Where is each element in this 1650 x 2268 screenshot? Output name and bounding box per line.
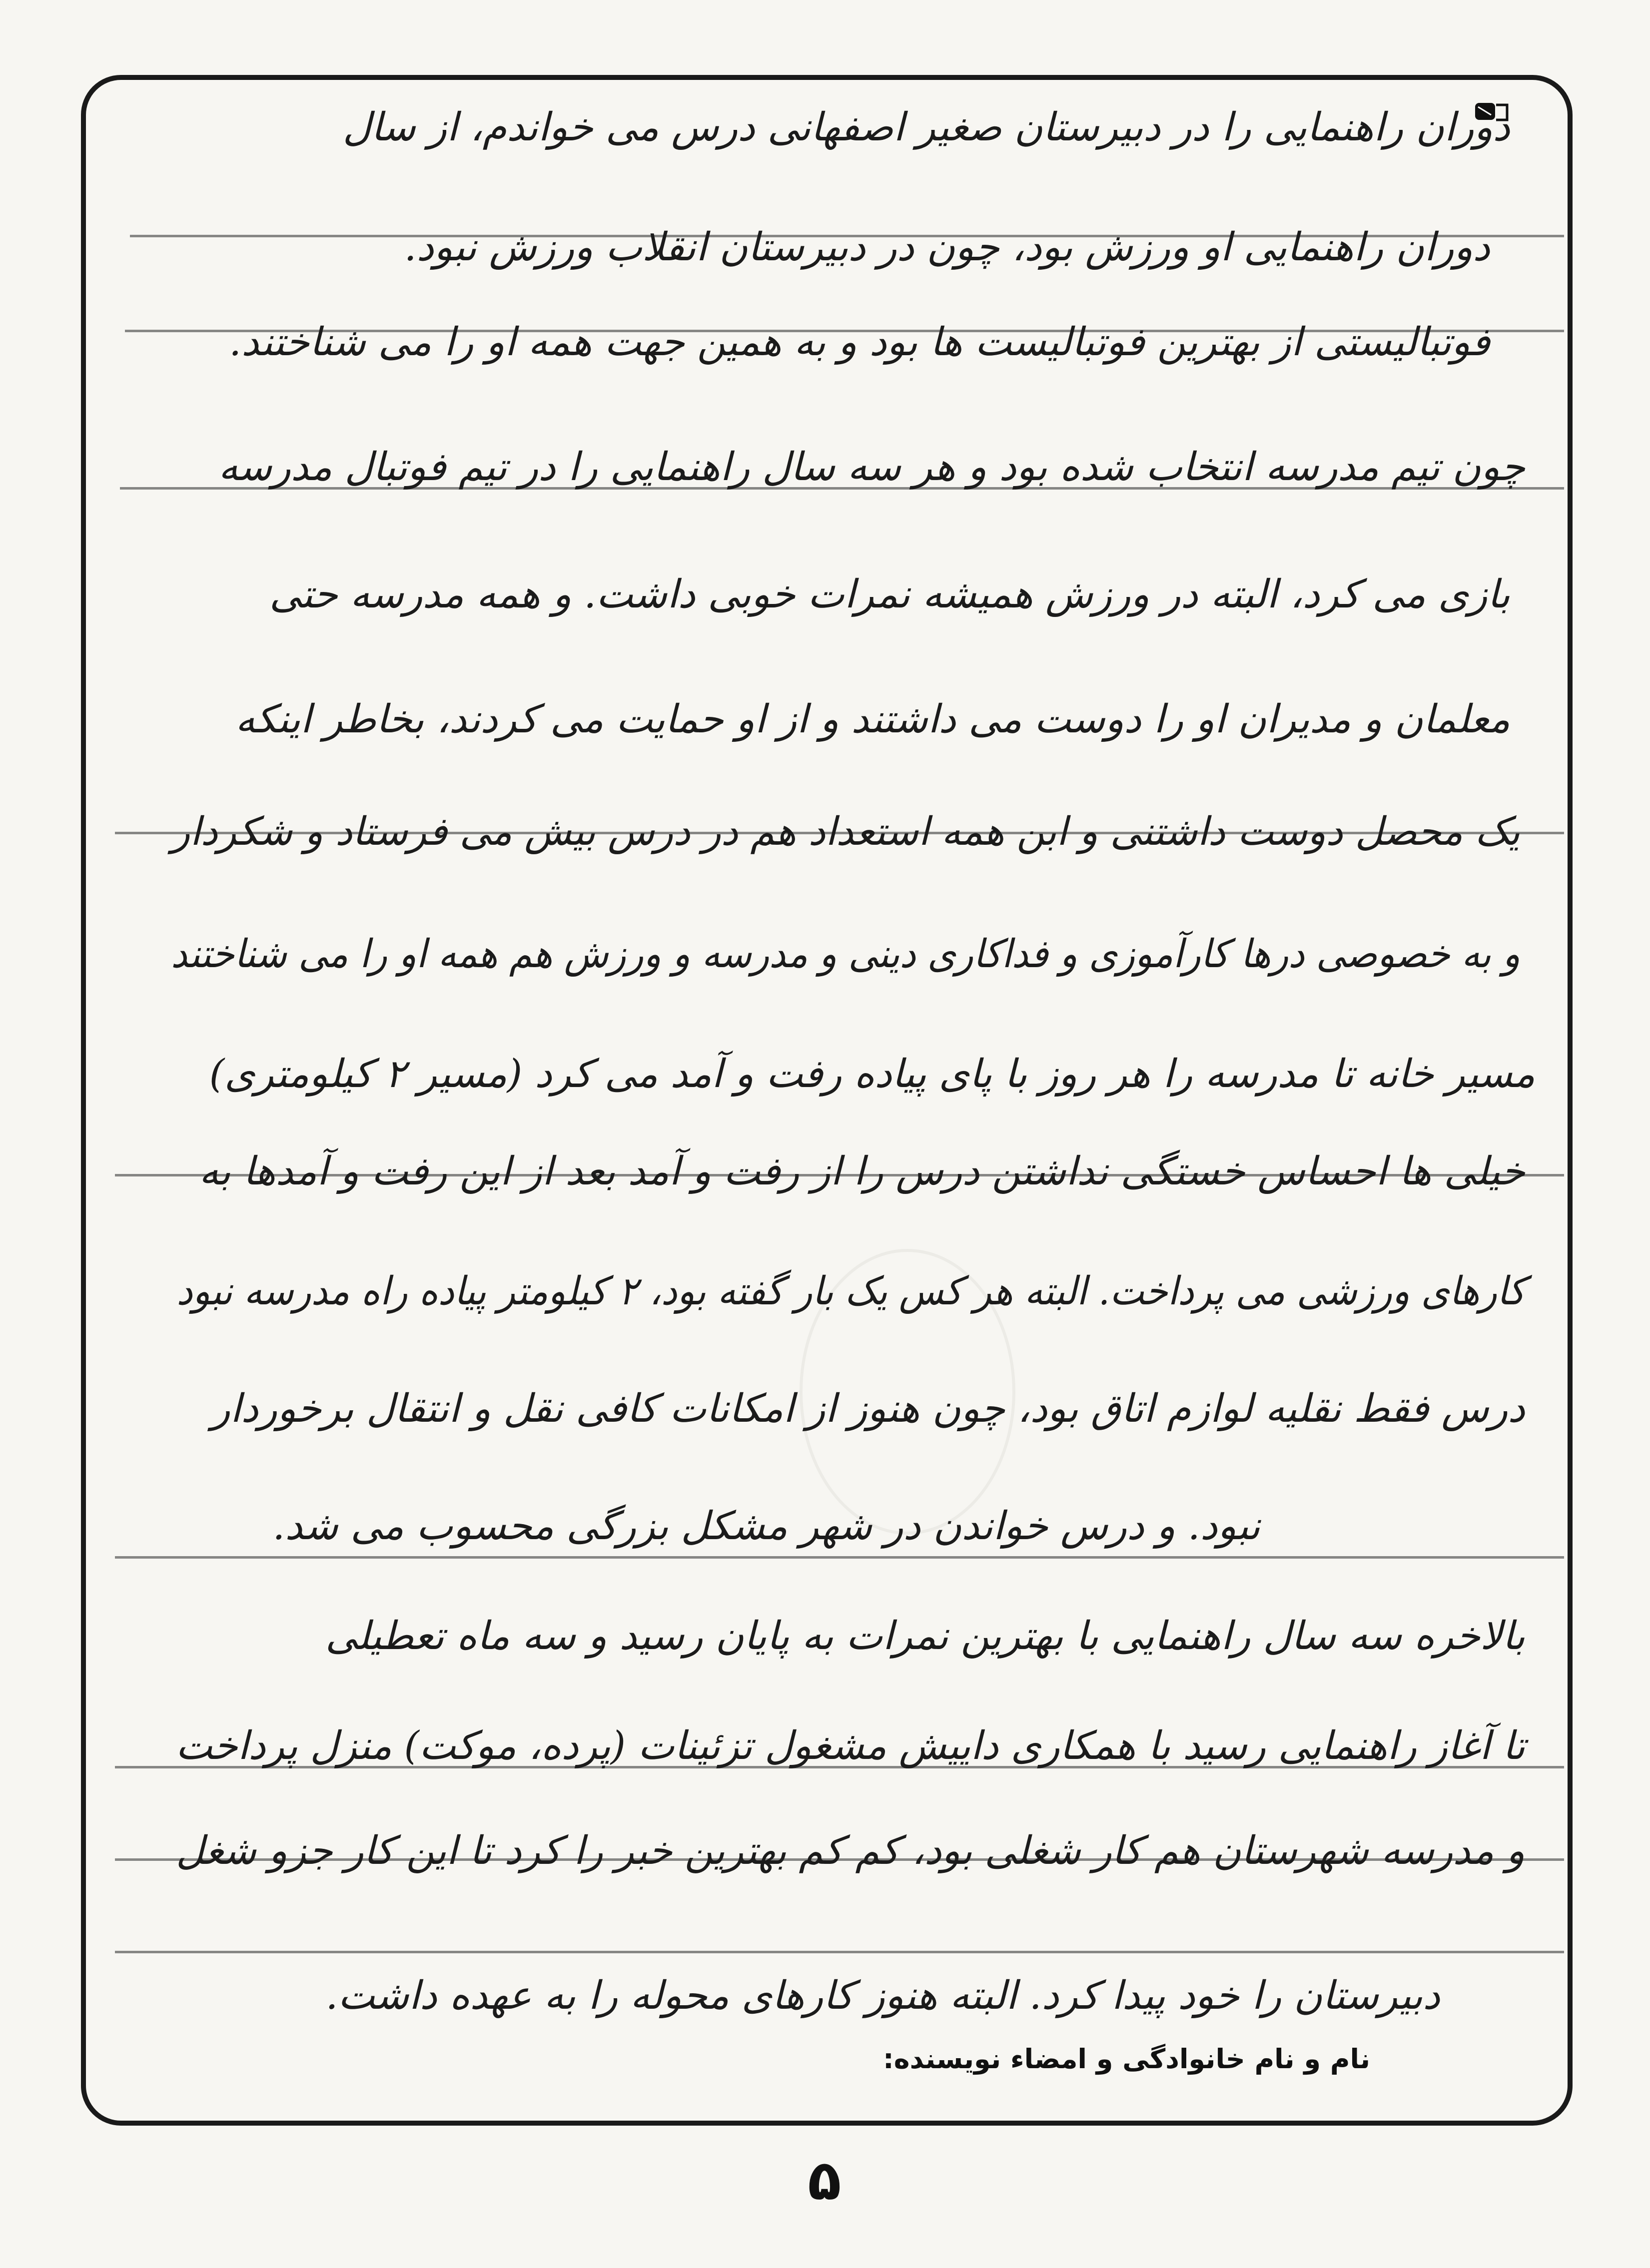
ruled-line <box>115 1556 1564 1559</box>
page-number: ۵ <box>808 2148 841 2212</box>
handwritten-line: و به خصوصی درها کارآموزی و فداکاری دینی و مدرسه و ورزش هم همه او را می شناختند <box>170 932 1520 977</box>
ruled-line <box>115 1951 1564 1953</box>
handwritten-line: چون تیم مدرسه انتخاب شده بود و هر سه سال راهنمایی را در تیم فوتبال مدرسه <box>218 445 1525 490</box>
handwritten-line: دبیرستان را خود پیدا کرد. البته هنوز کارهای محوله را به عهده داشت. <box>325 1973 1440 2018</box>
handwritten-line: نبود. و درس خواندن در شهر مشکل بزرگی محسوب می شد. <box>272 1504 1260 1549</box>
handwritten-line: یک محصل دوست داشتنی و ابن همه استعداد هم در درس بیش می فرستاد و شکردار <box>171 809 1520 854</box>
author-signature-label: نام و نام خانوادگی و امضاء نویسنده: <box>883 2043 1370 2075</box>
handwritten-line: مسیر خانه تا مدرسه را هر روز با پای پیاده رفت و آمد می کرد (مسیر ۲ کیلومتری) <box>209 1052 1535 1097</box>
handwritten-line: فوتبالیستی از بهترین فوتبالیست ها بود و به همین جهت همه او را می شناختند. <box>229 320 1490 365</box>
handwritten-line: معلمان و مدیران او را دوست می داشتند و از او حمایت می کردند، بخاطر اینکه <box>235 697 1510 742</box>
handwritten-line: تا آغاز راهنمایی رسید با همکاری داییش مشغول تزئینات (پرده، موکت) منزل پرداخت <box>175 1723 1525 1768</box>
handwritten-line: بالاخره سه سال راهنمایی با بهترین نمرات به پایان رسید و سه ماه تعطیلی <box>325 1614 1525 1659</box>
handwritten-line: درس فقط نقلیه لوازم اتاق بود، چون هنوز از امکانات کافی نقل و انتقال برخوردار <box>211 1386 1525 1431</box>
handwritten-line: و مدرسه شهرستان هم کار شغلی بود، کم کم بهترین خبر را کرد تا این کار جزو شغل <box>176 1828 1525 1873</box>
handwritten-line: کارهای ورزشی می پرداخت. البته هر کس یک بار گفته بود، ۲ کیلومتر پیاده راه مدرسه نبود <box>176 1269 1525 1314</box>
handwritten-line: خیلی ها احساس خستگی نداشتن درس را از رفت و آمد بعد از این رفت و آمدها به <box>199 1149 1525 1194</box>
handwritten-line: دوران راهنمایی او ورزش بود، چون در دبیرستان انقلاب ورزش نبود. <box>404 225 1490 270</box>
handwritten-line: بازی می کرد، البته در ورزش همیشه نمرات خوبی داشت. و همه مدرسه حتی <box>269 572 1510 617</box>
handwritten-line: دوران راهنمایی را در دبیرستان صغیر اصفهانی درس می خواندم، از سال <box>342 105 1510 150</box>
